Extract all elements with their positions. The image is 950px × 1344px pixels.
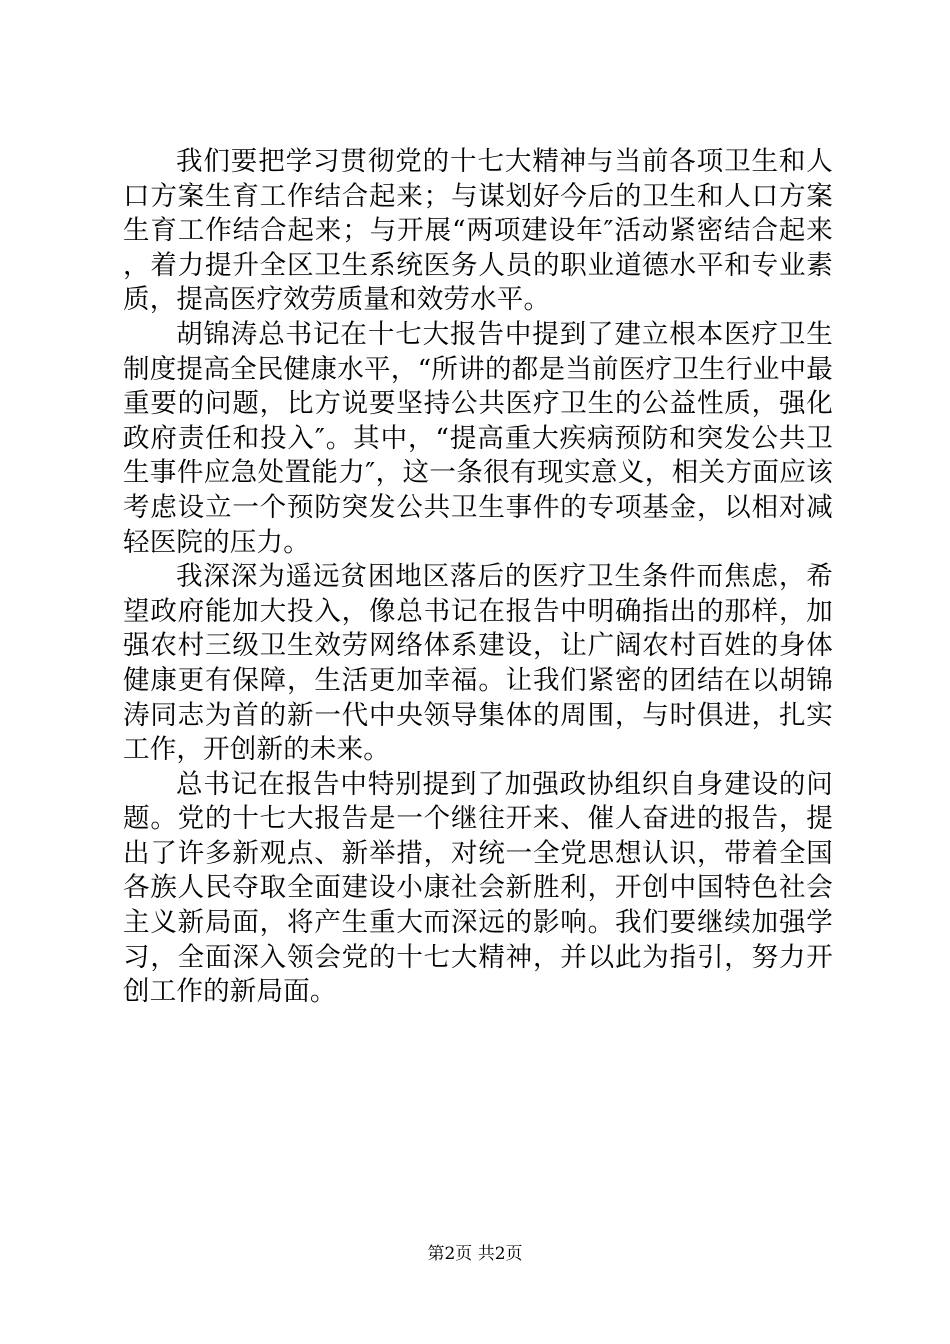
page-number-label: 第2页 共2页: [427, 1244, 523, 1264]
paragraph-1: 我们要把学习贯彻党的十七大精神与当前各项卫生和人口方案生育工作结合起来；与谋划好今后的卫生和人口方案生育工作结合起来；与开展“两项建设年″活动紧密结合起来，着力提升全区卫生系统医务人员的职业道德水平和专业素质，提高医疗效劳质量和效劳水平。: [123, 146, 833, 316]
paragraph-2: 胡锦涛总书记在十七大报告中提到了建立根本医疗卫生制度提高全民健康水平，“所讲的都是当前医疗卫生行业中最重要的问题，比方说要坚持公共医疗卫生的公益性质，强化政府责任和投入″。其中，“提高重大疾病预防和突发公共卫生事件应急处置能力″，这一条很有现实意义，相关方面应该考虑设立一个预防突发公共卫生事件的专项基金，以相对减轻医院的压力。: [123, 318, 833, 558]
body-text: [123, 145, 833, 1010]
paragraph-3: 我深深为遥远贫困地区落后的医疗卫生条件而焦虑，希望政府能加大投入，像总书记在报告中明确指出的那样，加强农村三级卫生效劳网络体系建设，让广阔农村百姓的身体健康更有保障，生活更加幸福。让我们紧密的团结在以胡锦涛同志为首的新一代中央领导集体的周围，与时俱进，扎实工作，开创新的未来。: [123, 561, 833, 766]
paragraph-4: 总书记在报告中特别提到了加强政协组织自身建设的问题。党的十七大报告是一个继往开来、催人奋进的报告，提出了许多新观点、新举措，对统一全党思想认识，带着全国各族人民夺取全面建设小康社会新胜利，开创中国特色社会主义新局面，将产生重大而深远的影响。我们要继续加强学习，全面深入领会党的十七大精神，并以此为指引，努力开创工作的新局面。: [123, 768, 833, 1008]
page-footer: [0, 1243, 950, 1265]
